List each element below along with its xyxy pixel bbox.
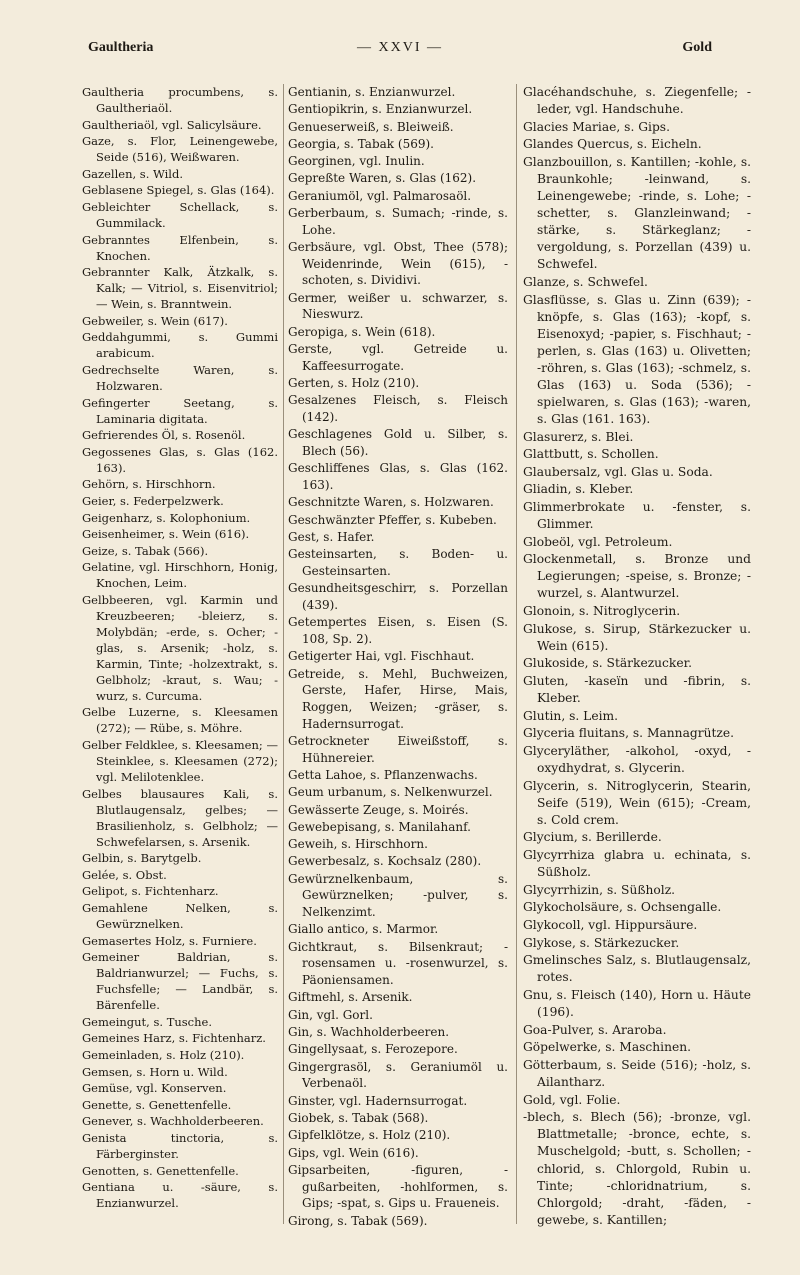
index-entry: Globeöl, vgl. Petroleum.	[523, 534, 673, 549]
index-entry: Gelber Feldklee, s. Kleesamen; — Steinklee, s. Kleesamen (272); vgl. Melilotenklee.	[82, 738, 278, 785]
index-entry: Gest, s. Hafer.	[288, 529, 375, 544]
index-entry: Glukose, s. Sirup, Stärkezucker u. Wein (615).	[523, 621, 751, 653]
index-entry: Gin, vgl. Gorl.	[288, 1007, 373, 1022]
index-entry: Gaze, s. Flor, Leinengewebe, Seide (516), Weißwaren.	[82, 134, 278, 165]
index-entry: Ginster, vgl. Hadernsurrogat.	[288, 1093, 468, 1108]
index-entry: Gingellysaat, s. Ferozepore.	[288, 1042, 458, 1057]
index-entry: Gaultheria procumbens, s. Gaultheriaöl.	[82, 85, 278, 115]
index-entry: Gelipot, s. Fichtenharz.	[82, 884, 219, 899]
index-entry: Geum urbanum, s. Nelkenwurzel.	[288, 785, 493, 800]
column-2	[288, 84, 508, 1230]
index-entry: Geisenheimer, s. Wein (616).	[82, 527, 250, 542]
index-entry: Gesteinsarten, s. Boden- u. Gesteinsarten.	[288, 547, 508, 578]
index-entry: Getreide, s. Mehl, Buchweizen, Gerste, Hafer, Hirse, Mais, Roggen, Weizen; -gräser, s. Hadernsurrogat.	[288, 666, 508, 731]
index-entry: Glacies Mariae, s. Gips.	[523, 119, 670, 134]
index-entry: Gemeinladen, s. Holz (210).	[82, 1048, 245, 1062]
index-entry: Gerberbaum, s. Sumach; -rinde, s. Lohe.	[288, 206, 508, 237]
index-entry: Girong, s. Tabak (569).	[288, 1213, 428, 1228]
index-entry: Glanzbouillon, s. Kantillen; -kohle, s. Braunkohle; -leinwand, s. Leinengewebe; -rinde, s. Lohe; -schetter, s. Glanzleinwand; -stärke, s. Stärkeglanz; -vergoldung, s. Porzellan (439) u. Schwefel.	[523, 154, 751, 272]
index-entry: Glutin, s. Leim.	[523, 708, 618, 723]
index-entry: Giftmehl, s. Arsenik.	[288, 990, 413, 1005]
index-entry: Genotten, s. Genettenfelle.	[82, 1163, 239, 1178]
header-right-keyword: Gold	[682, 40, 712, 55]
index-entry: Glycyrrhiza glabra u. echinata, s. Süßholz.	[523, 848, 751, 880]
page-header	[0, 40, 800, 64]
index-entry: Glykose, s. Stärkezucker.	[523, 935, 680, 950]
index-entry: Gerste, vgl. Getreide u. Kaffeesurrogate.	[288, 342, 508, 373]
index-entry: Gesalzenes Fleisch, s. Fleisch (142).	[288, 393, 508, 425]
index-entry: Gewässerte Zeuge, s. Moirés.	[288, 802, 469, 817]
index-entry: Götterbaum, s. Seide (516); -holz, s. Ailantharz.	[523, 1058, 751, 1090]
index-entry: Geraniumöl, vgl. Palmarosaöl.	[288, 188, 472, 203]
index-entry: Glykocoll, vgl. Hippursäure.	[523, 918, 698, 933]
index-entry: Gmelinsches Salz, s. Blutlaugensalz, rotes.	[523, 953, 751, 985]
index-entry: Gluten, -kaseïn und -fibrin, s. Kleber.	[523, 674, 751, 706]
index-entry: Geschnitzte Waren, s. Holzwaren.	[288, 495, 494, 510]
index-entry: Geschwänzter Pfeffer, s. Kubeben.	[288, 512, 497, 527]
index-entry: Geweih, s. Hirschhorn.	[288, 837, 428, 852]
index-entry: Genista tinctoria, s. Färberginster.	[82, 1130, 278, 1161]
index-entry: Glockenmetall, s. Bronze und Legierungen; -speise, s. Bronze; -wurzel, s. Alantwurzel.	[523, 552, 751, 601]
index-entry: Glanze, s. Schwefel.	[523, 274, 648, 289]
index-entry: Geigenharz, s. Kolophonium.	[82, 510, 251, 525]
index-entry: Germer, weißer u. schwarzer, s. Nieswurz.	[288, 290, 508, 322]
index-entry: Gliadin, s. Kleber.	[523, 482, 634, 497]
index-entry: Gelatine, vgl. Hirschhorn, Honig, Knochen, Leim.	[82, 560, 278, 591]
index-entry: Geschlagenes Gold u. Silber, s. Blech (56).	[288, 427, 508, 459]
index-entry: Genever, s. Wachholderbeeren.	[82, 1114, 264, 1129]
index-entry: Genueserweiß, s. Bleiweiß.	[288, 119, 454, 134]
column-divider	[283, 84, 284, 1224]
index-entry: Gipfelklötze, s. Holz (210).	[288, 1128, 451, 1143]
index-entry: Getigerter Hai, vgl. Fischhaut.	[288, 649, 475, 664]
index-entry: Gefingerter Seetang, s. Laminaria digitata.	[82, 395, 278, 426]
index-entry: Gnu, s. Fleisch (140), Horn u. Häute (196).	[523, 988, 751, 1020]
index-entry: Georginen, vgl. Inulin.	[288, 154, 425, 169]
index-entry: Geize, s. Tabak (566).	[82, 543, 209, 558]
index-entry: Gelée, s. Obst.	[82, 867, 167, 882]
index-entry: Gelbes blausaures Kali, s. Blutlaugensalz, gelbes; — Brasilienholz, s. Gelbholz; — Schwefelarsen, s. Arsenik.	[82, 786, 278, 849]
index-entry: Glukoside, s. Stärkezucker.	[523, 656, 692, 671]
index-entry: Glycyrrhizin, s. Süßholz.	[523, 882, 676, 897]
column-3	[523, 84, 751, 1229]
index-entry: Gerbsäure, vgl. Obst, Thee (578); Weidenrinde, Wein (615), -schoten, s. Dividivi.	[288, 240, 508, 288]
index-entry: Glasflüsse, s. Glas u. Zinn (639); -knöpfe, s. Glas (163); -kopf, s. Eisenoxyd; -papier, s. Fischhaut; -perlen, s. Glas (163) u. Olivetten; -röhren, s. Glas (163); -schmelz, s. Glas (163) u. Soda (536); -spielwaren, s. Glas (163); -waren, s. Glas (161. 163).	[523, 292, 751, 426]
index-entry: Gebrannter Kalk, Ätzkalk, s. Kalk; — Vitriol, s. Eisenvitriol; — Wein, s. Branntwein.	[82, 265, 278, 312]
index-entry: Gefrierendes Öl, s. Rosenöl.	[82, 428, 246, 443]
index-entry: Gingergrasöl, s. Geraniumöl u. Verbenaöl.	[288, 1059, 508, 1091]
index-entry: Gemeingut, s. Tusche.	[82, 1014, 212, 1029]
index-entry: Gentiana u. -säure, s. Enzianwurzel.	[82, 1180, 278, 1211]
index-entry: Giallo antico, s. Marmor.	[288, 922, 439, 937]
index-entry: Giobek, s. Tabak (568).	[288, 1110, 429, 1125]
index-entry: Gemeiner Baldrian, s. Baldrianwurzel; — Fuchs, s. Fuchsfelle; — Landbär, s. Bärenfelle.	[82, 950, 278, 1013]
index-entry: Gemeines Harz, s. Fichtenharz.	[82, 1031, 266, 1046]
index-entry: Glycium, s. Berillerde.	[523, 830, 662, 845]
index-entry: Georgia, s. Tabak (569).	[288, 136, 434, 151]
index-entry: Gazellen, s. Wild.	[82, 166, 183, 181]
index-entry: Gaultheriaöl, vgl. Salicylsäure.	[82, 117, 262, 132]
index-entry: Gewürznelkenbaum, s. Gewürznelken; -pulver, s. Nelkenzimt.	[288, 871, 508, 920]
index-entry: Glonoin, s. Nitroglycerin.	[523, 604, 681, 619]
index-entry: Getta Lahoe, s. Pflanzenwachs.	[288, 767, 478, 782]
index-entry: Gemsen, s. Horn u. Wild.	[82, 1064, 228, 1079]
index-entry: Glimmerbrokate u. -fenster, s. Glimmer.	[523, 500, 751, 532]
page-number: — XXVI —	[357, 40, 443, 55]
index-entry: Gold, vgl. Folie.	[523, 1092, 621, 1107]
index-entry: Gebleichter Schellack, s. Gummilack.	[82, 199, 278, 230]
index-entry: Glattbutt, s. Schollen.	[523, 447, 659, 462]
index-entry: Gegossenes Glas, s. Glas (162. 163).	[82, 444, 278, 475]
index-entry: Gelbe Luzerne, s. Kleesamen (272); — Rübe, s. Möhre.	[82, 705, 278, 736]
index-entry: Glandes Quercus, s. Eicheln.	[523, 137, 702, 152]
index-entry: Gentianin, s. Enzianwurzel.	[288, 85, 456, 99]
index-entry: Gentiopikrin, s. Enzianwurzel.	[288, 102, 473, 117]
index-entry: Gebranntes Elfenbein, s. Knochen.	[82, 232, 278, 263]
index-entry: Gewerbesalz, s. Kochsalz (280).	[288, 854, 482, 869]
index-entry: Gemahlene Nelken, s. Gewürznelken.	[82, 901, 278, 932]
index-entry: Gichtkraut, s. Bilsenkraut; -rosensamen u. -rosenwurzel, s. Päoniensamen.	[288, 939, 508, 988]
index-entry: -blech, s. Blech (56); -bronze, vgl. Blattmetalle; -bronce, echte, s. Muschelgold; -butt, s. Schollen; -chlorid, s. Chlorgold, Rubin u. Tinte; -chloridnatrium, s. Chlorgold; -draht, -fäden, -gewebe, s. Kantillen;	[523, 1110, 751, 1227]
column-divider	[516, 84, 517, 1224]
index-entry: Gin, s. Wachholderbeeren.	[288, 1025, 450, 1040]
index-entry: Gepreßte Waren, s. Glas (162).	[288, 171, 477, 186]
index-entry: Glyceria fluitans, s. Mannagrütze.	[523, 726, 734, 741]
index-entry: Genette, s. Genettenfelle.	[82, 1097, 232, 1112]
index-entry: Goa-Pulver, s. Araroba.	[523, 1022, 667, 1037]
index-entry: Glyceryläther, -alkohol, -oxyd, -oxydhydrat, s. Glycerin.	[523, 744, 751, 776]
index-entry: Gehörn, s. Hirschhorn.	[82, 477, 216, 492]
index-entry: Gerten, s. Holz (210).	[288, 376, 420, 391]
index-entry: Geddahgummi, s. Gummi arabicum.	[82, 330, 278, 361]
index-entry: Gewebepisang, s. Manilahanf.	[288, 819, 471, 834]
index-entry: Getrockneter Eiweißstoff, s. Hühnereier.	[288, 733, 508, 765]
index-entry: Geropiga, s. Wein (618).	[288, 324, 436, 339]
index-entry: Gelbin, s. Barytgelb.	[82, 851, 202, 866]
index-entry: Glykocholsäure, s. Ochsengalle.	[523, 900, 722, 915]
index-entry: Gelbbeeren, vgl. Karmin und Kreuzbeeren; -bleierz, s. Molybdän; -erde, s. Ocher; -glas, s. Arsenik; -holz, s. Karmin, Tinte; -holzextrakt, s. Gelbholz; -kraut, s. Wau; -wurz, s. Curcuma.	[82, 592, 278, 703]
column-1	[82, 84, 278, 1212]
index-entry: Gebweiler, s. Wein (617).	[82, 313, 228, 328]
index-entry: Geschliffenes Glas, s. Glas (162. 163).	[288, 461, 508, 493]
index-entry: Getempertes Eisen, s. Eisen (S. 108, Sp. 2).	[288, 615, 508, 646]
index-entry: Göpelwerke, s. Maschinen.	[523, 1040, 692, 1055]
index-entry: Gips, vgl. Wein (616).	[288, 1145, 419, 1160]
index-entry: Gemasertes Holz, s. Furniere.	[82, 933, 257, 948]
index-entry: Geblasene Spiegel, s. Glas (164).	[82, 183, 275, 198]
index-entry: Glacéhandschuhe, s. Ziegenfelle; -leder, vgl. Handschuhe.	[523, 85, 751, 117]
index-entry: Glaubersalz, vgl. Glas u. Soda.	[523, 464, 713, 479]
index-entry: Glycerin, s. Nitroglycerin, Stearin, Seife (519), Wein (615); -Cream, s. Cold crem.	[523, 778, 751, 827]
index-entry: Geier, s. Federpelzwerk.	[82, 493, 224, 508]
index-entry: Gesundheitsgeschirr, s. Porzellan (439).	[288, 581, 508, 612]
index-entry: Gipsarbeiten, -figuren, -gußarbeiten, -hohlformen, s. Gips; -spat, s. Gips u. Fraueneis.	[288, 1162, 508, 1211]
index-entry: Gemüse, vgl. Konserven.	[82, 1081, 227, 1096]
header-left-keyword: Gaultheria	[88, 40, 154, 55]
index-entry: Gedrechselte Waren, s. Holzwaren.	[82, 362, 278, 393]
index-entry: Glasurerz, s. Blei.	[523, 429, 634, 444]
